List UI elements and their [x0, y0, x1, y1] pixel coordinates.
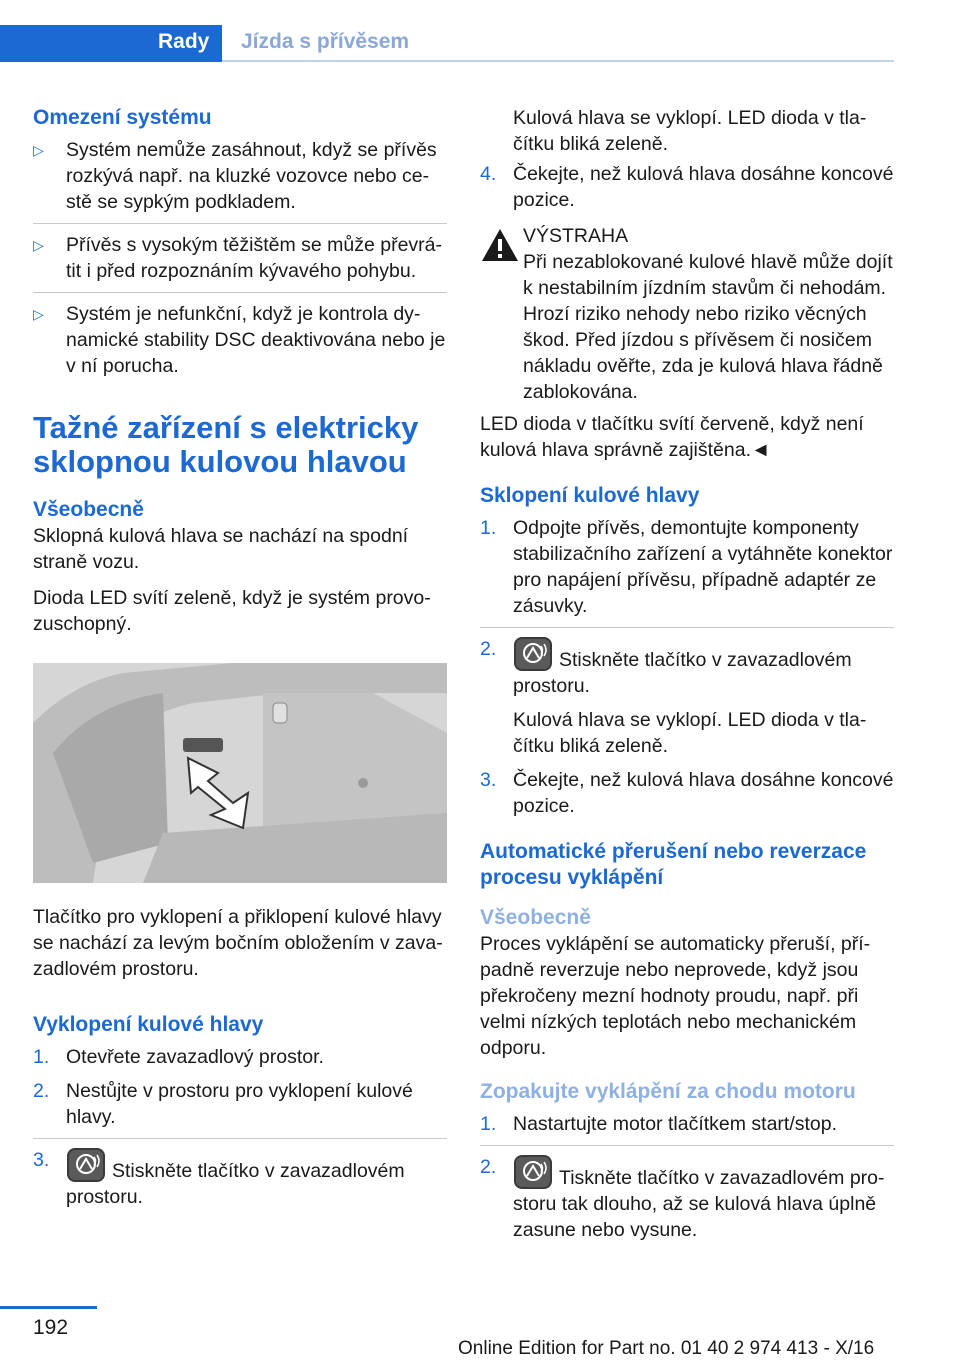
footer-divider [0, 1306, 97, 1309]
sklopeni-steps [480, 515, 894, 819]
section-omezeni-title: Omezení systému [33, 106, 212, 129]
warning-led-note: LED dioda v tlačítku svítí červeně, když není kulová hlava správně zajištěna.◄ [480, 413, 864, 461]
warning-title: VÝSTRAHA [523, 225, 629, 247]
section-vseobecne-title: Všeobecně [33, 498, 144, 521]
header-tab-rady[interactable]: Rady [158, 30, 210, 53]
list-item: ▷ Systém nemůže zasáhnout, když se přívěs rozkývá např. na kluzké vozovce nebo cestě se sypkým podkladem. [33, 137, 447, 224]
vyklopeni-steps-continued [480, 161, 894, 213]
header-tab-section[interactable]: Jízda s přívěsem [241, 30, 410, 53]
auto-paragraph: Proces vyklápění se automaticky přeruší, případně reverzuje nebo neprovede, když jsou překročeny mezní hodnoty proudu, např. při velmi nízkých teplotách nebo mechanickém odporu. [480, 933, 871, 1059]
triangle-bullet-icon: ▷ [33, 237, 44, 253]
vseobecne-paragraph-2: Dioda LED svítí zeleně, když je systém provozuschopný. [33, 587, 431, 635]
main-heading: Tažné zařízení s elektricky sklopnou kulovou hlavou [33, 410, 419, 479]
vseobecne-paragraph-1: Sklopná kulová hlava se nachází na spodní straně vozu. [33, 525, 409, 573]
list-item: 2. Tiskněte tlačítko v zavazadlovém prostoru tak dlouho, až se kulová hlava úplně zasune nebo vysune. [480, 1156, 885, 1241]
edition-note: Online Edition for Part no. 01 40 2 974 413 - X/16 [458, 1338, 875, 1359]
section-auto-subtitle: Všeobecně [480, 906, 591, 929]
trailer-hitch-button-icon [66, 1147, 106, 1183]
section-zopakujte-title: Zopakujte vyklápění za chodu motoru [480, 1080, 856, 1103]
right-column [480, 105, 894, 1251]
list-item: 3. Čekejte, než kulová hlava dosáhne koncové pozice. [480, 769, 894, 817]
page-number: 192 [33, 1316, 69, 1339]
triangle-bullet-icon: ▷ [33, 142, 44, 158]
list-item: ▷ Přívěs s vysokým těžištěm se může převrátit i před rozpoznáním kývavého pohybu. [33, 232, 447, 293]
page-header [0, 0, 960, 62]
warning-body-first: Při nezablokované kulové hlavě může dojít k nestabilním jízdním stavům či nehodám. Hrozí riziko nehody nebo riziko věcných škod. Před jízdou s přívěsem či nosičem nákladu ověřte, zda je kulová hlava řádně zablokována. [523, 251, 893, 403]
trailer-hitch-button-icon [513, 1154, 553, 1190]
list-item: 1. Odpojte přívěs, demontujte komponenty stabilizačního zařízení a vytáhněte konektor pro napájení přívěsu, případně adaptér ze zásuvky. [480, 515, 894, 628]
list-item: 3. Stiskněte tlačítko v zavazadlovém prostoru. [33, 1149, 405, 1208]
list-item: ▷ Systém je nefunkční, když je kontrola dynamické stability DSC deaktivována nebo je v ní porucha. [33, 303, 446, 377]
warning-triangle-icon [480, 227, 520, 263]
header-divider [222, 60, 894, 62]
zopakujte-steps [480, 1111, 894, 1243]
triangle-bullet-icon: ▷ [33, 306, 44, 322]
section-auto-title: Automatické přerušení nebo reverzace procesu vyklápění [480, 840, 867, 889]
list-item: 1. Otevřete zavazadlový prostor. [33, 1046, 324, 1068]
figure-caption: Tlačítko pro vyklopení a přiklopení kulové hlavy se nachází za levým bočním obložením v zavazadlovém prostoru. [33, 906, 443, 980]
section-vyklopeni-title: Vyklopení kulové hlavy [33, 1013, 264, 1036]
warning-box [480, 223, 894, 405]
left-column [33, 105, 447, 1218]
omezeni-list [33, 137, 447, 379]
list-item: 4. Čekejte, než kulová hlava dosáhne koncové pozice. [480, 163, 894, 211]
vyklopeni-steps [33, 1044, 447, 1210]
trailer-hitch-button-icon [513, 636, 553, 672]
trunk-illustration [33, 663, 447, 883]
list-item: 2. Nestůjte v prostoru pro vyklopení kulové hlavy. [33, 1078, 447, 1139]
list-item: 1. Nastartujte motor tlačítkem start/stop. [480, 1111, 894, 1146]
list-item: 2. Stiskněte tlačítko v zavazadlovém prostoru. Kulová hlava se vyklopí. LED dioda v tlačítku bliká zeleně. [480, 636, 894, 759]
step-sub-text: Kulová hlava se vyklopí. LED dioda v tlačítku bliká zeleně. [513, 709, 867, 757]
section-sklopeni-title: Sklopení kulové hlavy [480, 484, 700, 507]
step3-continuation: Kulová hlava se vyklopí. LED dioda v tlačítku bliká zeleně. [513, 107, 867, 155]
